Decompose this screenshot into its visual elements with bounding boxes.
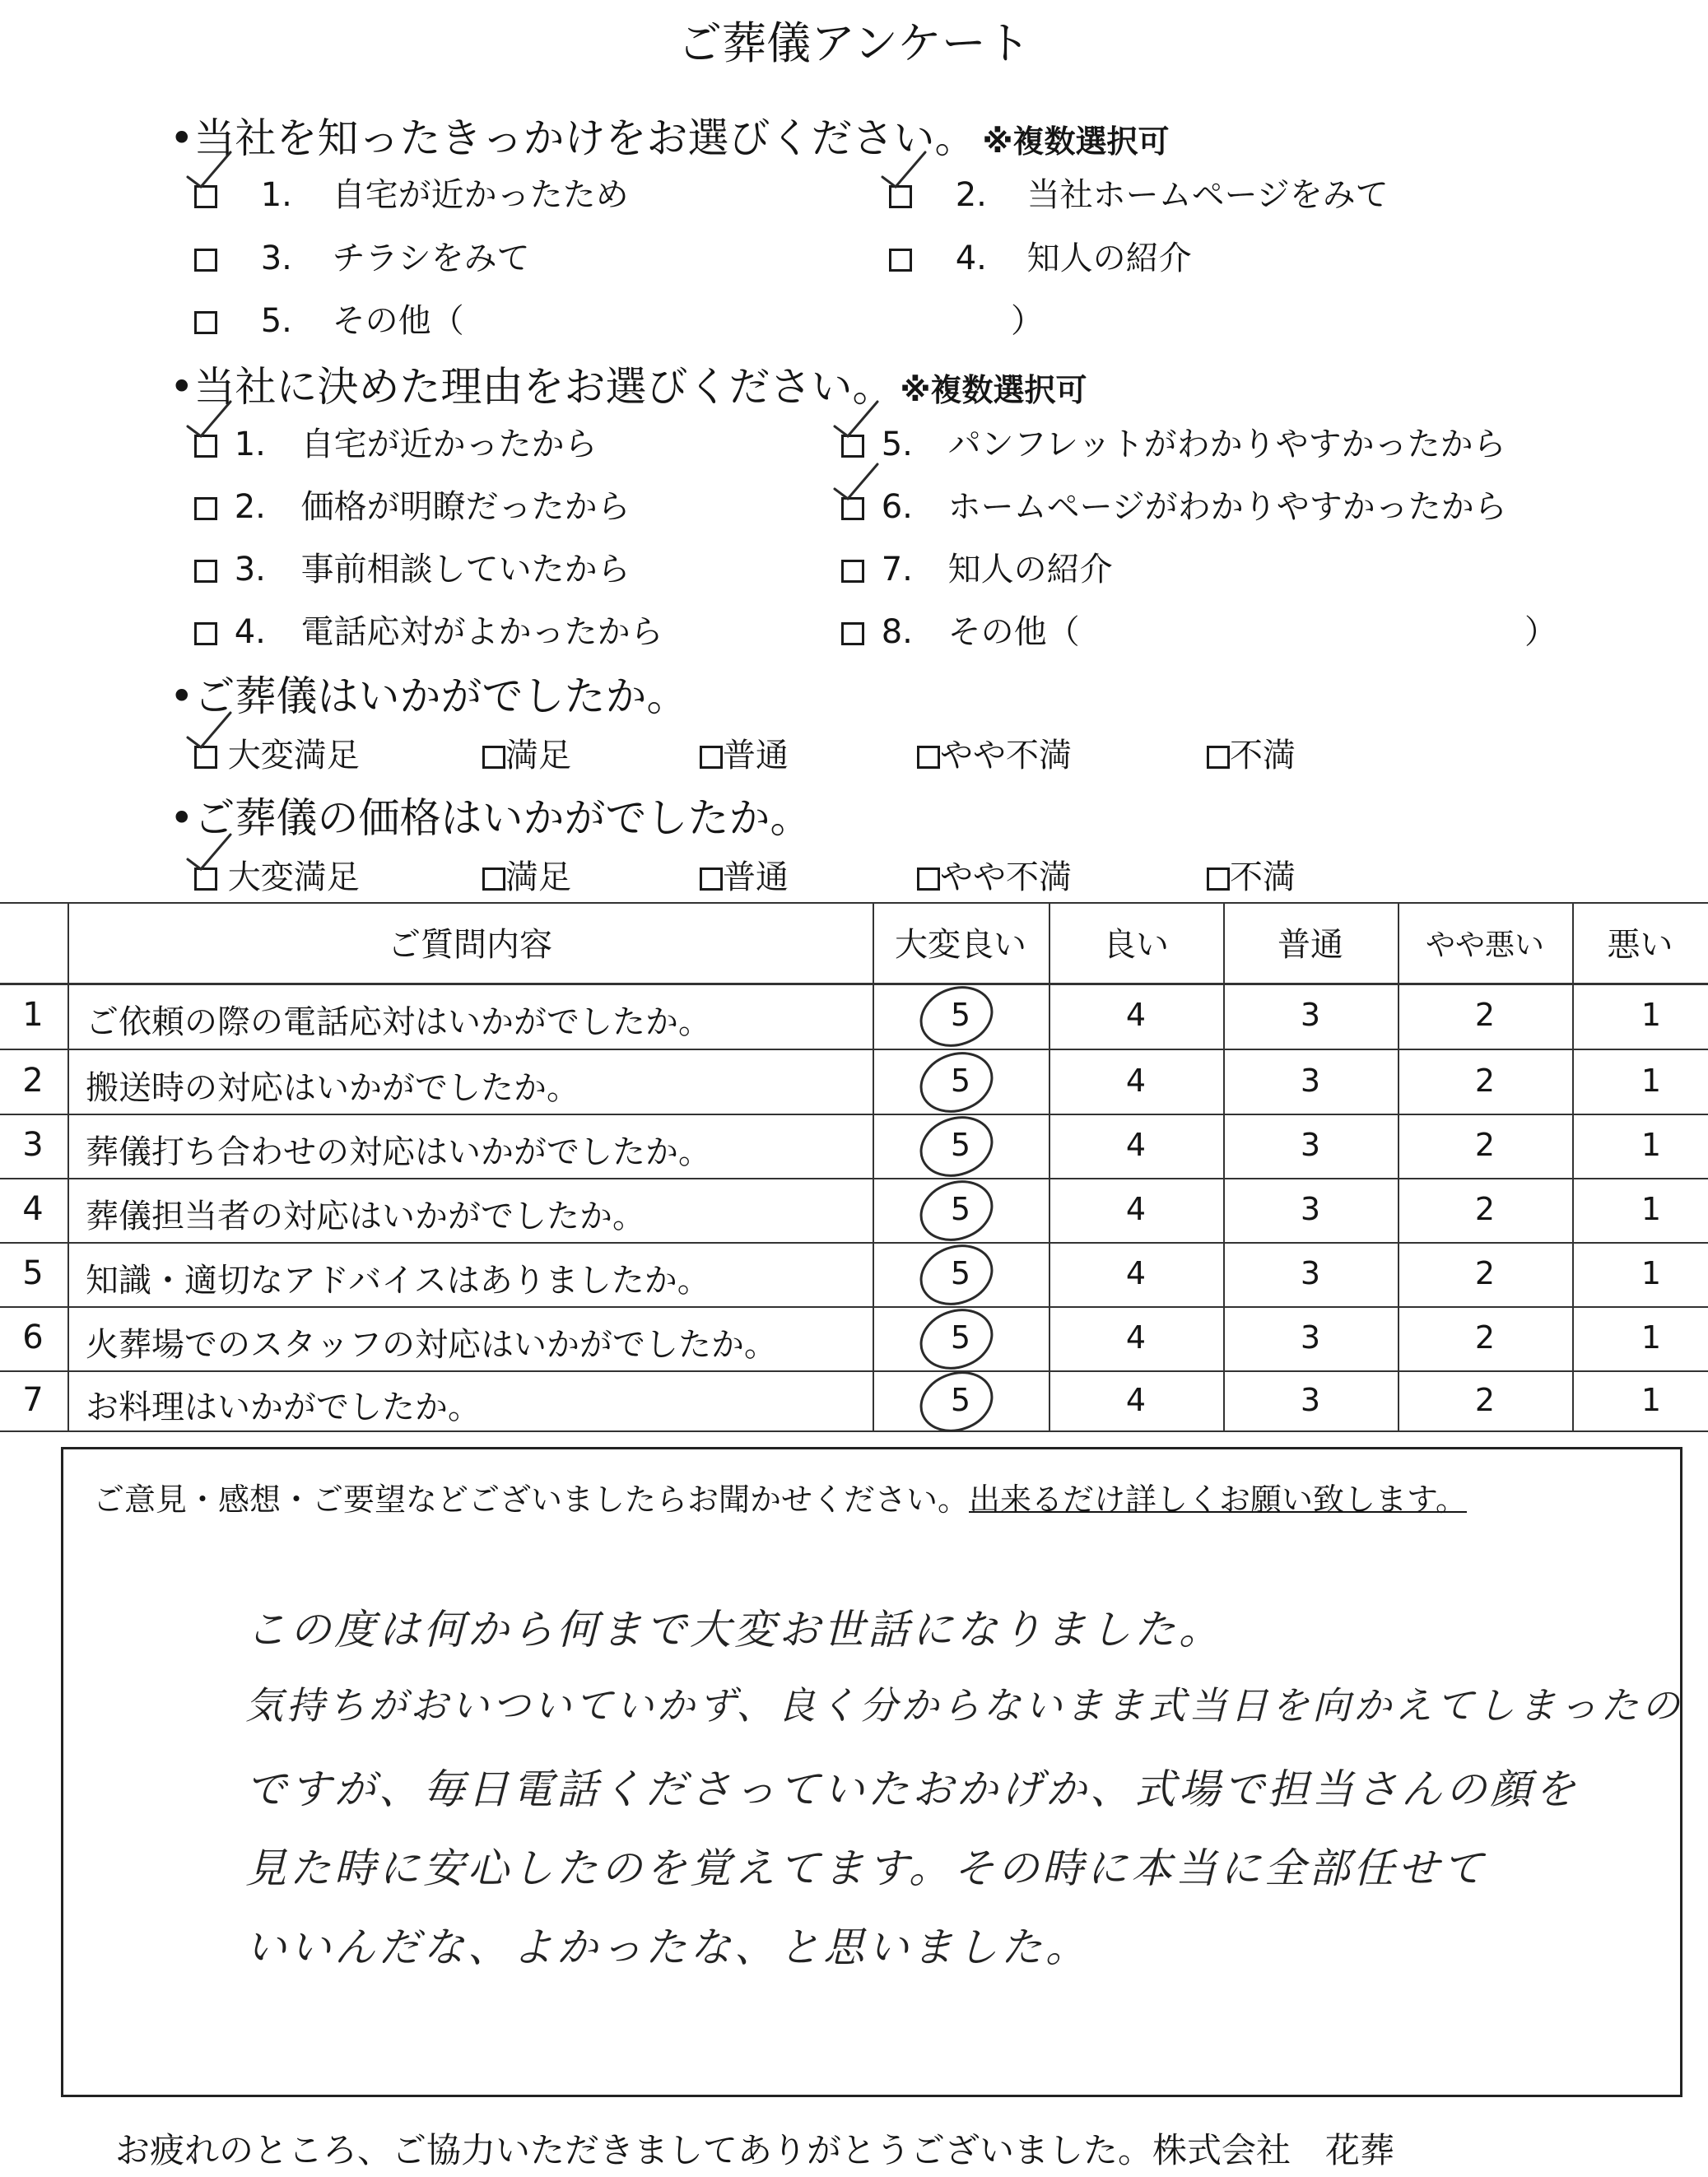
q1-option-4[interactable] xyxy=(889,232,1192,279)
q2-heading xyxy=(170,354,1087,413)
q4-heading-text: ご葬儀の価格はいかがでしたか。 xyxy=(193,794,812,842)
score-option-1[interactable]: 1 xyxy=(1641,1062,1662,1099)
row-divider xyxy=(0,1242,1708,1244)
q1-option-3[interactable] xyxy=(194,232,530,279)
option-number: 8. xyxy=(881,613,913,651)
score-option-5[interactable]: 5 xyxy=(950,1191,971,1227)
option-label: 事前相談していたから xyxy=(300,551,631,588)
score-option-5[interactable]: 5 xyxy=(950,1127,971,1163)
score-option-5[interactable]: 5 xyxy=(950,997,971,1033)
checkbox[interactable] xyxy=(194,560,217,583)
option-label: 大変満足 xyxy=(227,737,360,775)
option-label: 価格が明瞭だったから xyxy=(300,488,631,526)
option-label: パンフレットがわかりやすかったから xyxy=(947,426,1506,463)
question-text: ご依頼の際の電話応対はいかがでしたか。 xyxy=(86,1003,711,1041)
question-text: 知識・適切なアドバイスはありましたか。 xyxy=(86,1262,710,1300)
q3-option-normal[interactable] xyxy=(700,729,789,776)
header-bad: 悪い xyxy=(1607,926,1673,964)
selection-circle-icon xyxy=(911,1238,1002,1312)
row-divider xyxy=(0,1370,1708,1372)
checkbox[interactable] xyxy=(841,622,864,645)
selection-circle-icon xyxy=(911,979,1002,1054)
score-option-2[interactable]: 2 xyxy=(1474,1191,1496,1227)
score-option-5[interactable]: 5 xyxy=(950,1381,971,1418)
score-option-3[interactable]: 3 xyxy=(1300,1062,1321,1099)
score-option-1[interactable]: 1 xyxy=(1641,1191,1662,1227)
q4-option-very-satisfied[interactable] xyxy=(194,851,360,898)
q1-option-2[interactable] xyxy=(889,169,1389,216)
q4-option-satisfied[interactable] xyxy=(482,851,571,898)
bullet: • xyxy=(170,672,194,720)
selection-circle-icon xyxy=(911,1174,1002,1248)
table-border xyxy=(0,1430,1708,1432)
option-label: 電話応対がよかったから xyxy=(300,613,663,651)
option-label: その他（ xyxy=(947,613,1080,651)
score-option-2[interactable]: 2 xyxy=(1474,1255,1496,1291)
option-number: 7. xyxy=(881,551,913,588)
q2-option-3[interactable] xyxy=(194,543,631,590)
score-option-4[interactable]: 4 xyxy=(1125,1062,1147,1099)
header-question: ご質問内容 xyxy=(388,926,552,964)
option-number: 4. xyxy=(234,613,266,651)
row-number: 3 xyxy=(22,1126,44,1164)
q2-heading-text: 当社に決めた理由をお選びください。 xyxy=(193,363,894,411)
check-mark-icon xyxy=(183,705,257,770)
score-option-2[interactable]: 2 xyxy=(1474,1127,1496,1163)
option-label: その他（ xyxy=(332,302,464,340)
score-option-3[interactable]: 3 xyxy=(1300,1255,1321,1291)
score-option-4[interactable]: 4 xyxy=(1125,1127,1147,1163)
checkbox[interactable] xyxy=(917,746,940,769)
column-divider xyxy=(67,902,69,1431)
page-title: ご葬儀アンケート xyxy=(677,17,1031,69)
checkbox[interactable] xyxy=(194,497,217,520)
option-label: やや不満 xyxy=(940,737,1072,775)
option-number: 5. xyxy=(881,426,913,463)
q3-heading-text: ご葬儀はいかがでしたか。 xyxy=(193,672,688,720)
score-option-3[interactable]: 3 xyxy=(1300,1191,1321,1227)
checkbox[interactable] xyxy=(194,311,217,334)
handwritten-line: 見た時に安心したのを覚えてます。その時に本当に全部任せて xyxy=(245,1844,1487,1892)
score-option-2[interactable]: 2 xyxy=(1474,1319,1496,1356)
option-label: ホームページがわかりやすかったから xyxy=(947,488,1507,526)
score-option-4[interactable]: 4 xyxy=(1125,1381,1147,1418)
checkbox[interactable] xyxy=(889,249,912,272)
table-border xyxy=(0,902,1708,904)
score-option-4[interactable]: 4 xyxy=(1125,1255,1147,1291)
column-divider xyxy=(1398,902,1399,1431)
option-number: 6. xyxy=(881,488,913,526)
comment-prompt xyxy=(93,1474,1467,1519)
checkbox[interactable] xyxy=(194,622,217,645)
q2-option-7[interactable] xyxy=(841,543,1113,590)
score-option-3[interactable]: 3 xyxy=(1300,1381,1321,1418)
table-header-divider xyxy=(0,983,1708,985)
check-mark-icon xyxy=(830,456,904,522)
row-number: 5 xyxy=(22,1254,44,1292)
option-number: 3. xyxy=(234,551,266,588)
row-number: 7 xyxy=(22,1380,44,1419)
option-label: 不満 xyxy=(1230,737,1296,775)
option-label: やや不満 xyxy=(940,858,1072,896)
q2-option-1[interactable] xyxy=(194,418,598,465)
score-option-2[interactable]: 2 xyxy=(1474,997,1496,1033)
score-option-5[interactable]: 5 xyxy=(950,1255,971,1291)
handwritten-line: ですが、毎日電話くださっていたおかげか、式場で担当さんの顔を xyxy=(245,1765,1579,1813)
score-option-1[interactable]: 1 xyxy=(1641,1319,1662,1356)
q2-other-close: ） xyxy=(1524,613,1557,651)
header-very-good: 大変良い xyxy=(895,926,1026,964)
check-mark-icon xyxy=(877,144,952,210)
score-option-4[interactable]: 4 xyxy=(1125,1319,1147,1356)
footer-thanks: お疲れのところ、ご協力いただきましてありがとうございました。株式会社 花葬 xyxy=(115,2130,1395,2170)
q1-other-close: ） xyxy=(1011,302,1044,340)
checkbox[interactable] xyxy=(841,560,864,583)
score-option-3[interactable]: 3 xyxy=(1300,1127,1321,1163)
score-option-3[interactable]: 3 xyxy=(1300,997,1321,1033)
question-text: 葬儀担当者の対応はいかがでしたか。 xyxy=(86,1198,645,1235)
question-text: 火葬場でのスタッフの対応はいかがでしたか。 xyxy=(86,1326,777,1364)
rating-table xyxy=(0,902,1708,1431)
option-label: 普通 xyxy=(723,737,789,775)
row-divider xyxy=(0,1049,1708,1050)
score-option-4[interactable]: 4 xyxy=(1125,997,1147,1033)
option-number: 2. xyxy=(955,176,987,214)
q2-option-6[interactable] xyxy=(841,481,1507,528)
q1-option-5[interactable] xyxy=(194,295,464,342)
option-number: 2. xyxy=(234,488,266,526)
check-mark-icon xyxy=(183,393,257,459)
checkbox[interactable] xyxy=(1207,868,1230,891)
comment-prompt-emphasis: 出来るだけ詳しくお願い致します。 xyxy=(969,1482,1467,1518)
score-option-1[interactable]: 1 xyxy=(1641,997,1662,1033)
option-number: 1. xyxy=(260,176,292,214)
checkbox[interactable] xyxy=(917,868,940,891)
row-number: 6 xyxy=(22,1319,44,1356)
selection-circle-icon xyxy=(911,1365,1002,1439)
q2-note: ※複数選択可 xyxy=(900,372,1087,408)
comment-prompt-text: ご意見・感想・ご要望などございましたらお聞かせください。 xyxy=(93,1482,970,1518)
option-label: 自宅が近かったから xyxy=(300,426,598,463)
row-number: 1 xyxy=(22,996,44,1034)
bullet: • xyxy=(170,363,194,411)
score-option-3[interactable]: 3 xyxy=(1300,1319,1321,1356)
row-number: 2 xyxy=(22,1061,44,1100)
option-number: 1. xyxy=(234,426,266,463)
option-label: 不満 xyxy=(1230,858,1296,896)
option-label: チラシをみて xyxy=(332,240,530,277)
option-label: 普通 xyxy=(723,858,789,896)
question-text: 葬儀打ち合わせの対応はいかがでしたか。 xyxy=(86,1133,711,1171)
option-label: 当社ホームページをみて xyxy=(1026,176,1389,214)
score-option-2[interactable]: 2 xyxy=(1474,1381,1496,1418)
q3-option-somewhat-dissatisfied[interactable] xyxy=(917,729,1072,776)
option-label: 満足 xyxy=(505,737,571,775)
score-option-5[interactable]: 5 xyxy=(950,1062,971,1099)
option-label: 満足 xyxy=(505,858,571,896)
checkbox[interactable] xyxy=(482,746,505,769)
option-label: 知人の紹介 xyxy=(947,551,1113,588)
check-mark-icon xyxy=(830,393,904,459)
bullet: • xyxy=(170,794,194,842)
handwritten-line: 気持ちがおいついていかず、良く分からないまま式当日を向かえてしまったの xyxy=(245,1683,1683,1728)
checkbox[interactable] xyxy=(1207,746,1230,769)
q2-option-2[interactable] xyxy=(194,481,631,528)
q2-option-4[interactable] xyxy=(194,606,663,653)
score-option-1[interactable]: 1 xyxy=(1641,1127,1662,1163)
header-normal: 普通 xyxy=(1278,926,1343,964)
score-option-1[interactable]: 1 xyxy=(1641,1255,1662,1291)
row-divider xyxy=(0,1114,1708,1115)
q4-heading xyxy=(170,785,812,844)
score-option-1[interactable]: 1 xyxy=(1641,1381,1662,1418)
header-somewhat-bad: やや悪い xyxy=(1425,928,1544,962)
selection-circle-icon xyxy=(911,1109,1002,1184)
q4-option-normal[interactable] xyxy=(700,851,789,898)
option-label: 自宅が近かったため xyxy=(332,176,629,214)
score-option-5[interactable]: 5 xyxy=(950,1319,971,1356)
check-mark-icon xyxy=(183,144,257,210)
option-label: 知人の紹介 xyxy=(1026,240,1192,277)
header-good: 良い xyxy=(1103,926,1169,964)
handwritten-line: いいんだな、よかったな、と思いました。 xyxy=(245,1923,1090,1971)
checkbox[interactable] xyxy=(700,868,723,891)
q2-option-8[interactable] xyxy=(841,606,1080,653)
row-divider xyxy=(0,1178,1708,1179)
option-number: 4. xyxy=(955,240,987,277)
q3-option-satisfied[interactable] xyxy=(482,729,571,776)
column-divider xyxy=(1049,902,1050,1431)
column-divider xyxy=(1223,902,1225,1431)
q3-option-dissatisfied[interactable] xyxy=(1207,729,1296,776)
column-divider xyxy=(873,902,874,1431)
q1-note: ※複数選択可 xyxy=(982,123,1170,160)
q1-heading xyxy=(170,105,1169,165)
score-option-4[interactable]: 4 xyxy=(1125,1191,1147,1227)
score-option-2[interactable]: 2 xyxy=(1474,1062,1496,1099)
q4-option-somewhat-dissatisfied[interactable] xyxy=(917,851,1072,898)
option-number: 3. xyxy=(260,240,292,277)
question-text: お料理はいかがでしたか。 xyxy=(86,1388,481,1426)
row-number: 4 xyxy=(22,1190,44,1228)
option-number: 5. xyxy=(260,302,292,340)
checkbox[interactable] xyxy=(700,746,723,769)
q1-heading-text: 当社を知ったきっかけをお選びください。 xyxy=(193,114,976,162)
handwritten-line: この度は何から何まで大変お世話になりました。 xyxy=(245,1606,1223,1654)
q4-option-dissatisfied[interactable] xyxy=(1207,851,1296,898)
checkbox[interactable] xyxy=(194,249,217,272)
q3-option-very-satisfied[interactable] xyxy=(194,729,360,776)
q1-option-1[interactable] xyxy=(194,169,629,216)
checkbox[interactable] xyxy=(482,868,505,891)
option-label: 大変満足 xyxy=(227,858,360,896)
selection-circle-icon xyxy=(911,1045,1002,1119)
check-mark-icon xyxy=(183,826,257,892)
row-divider xyxy=(0,1306,1708,1308)
bullet: • xyxy=(170,114,194,162)
question-text: 搬送時の対応はいかがでしたか。 xyxy=(86,1068,579,1107)
q2-option-5[interactable] xyxy=(841,418,1506,465)
